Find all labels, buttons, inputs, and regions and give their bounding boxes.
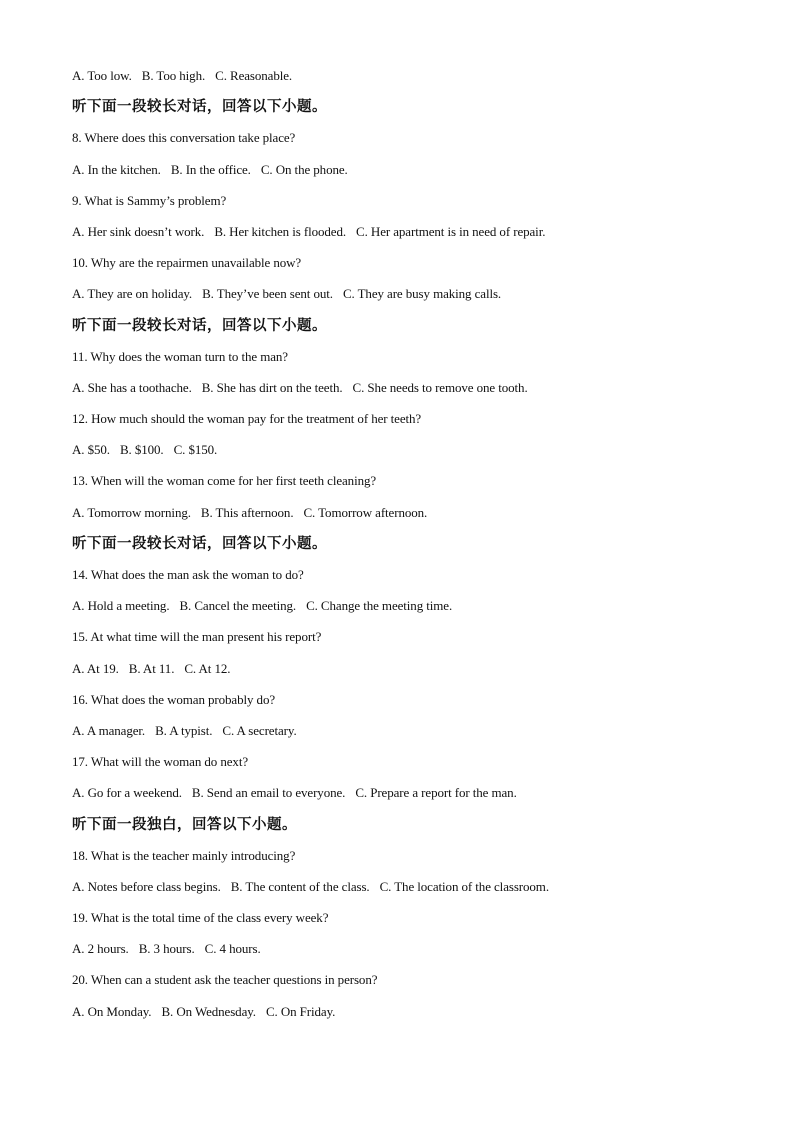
section-heading: 听下面一段较长对话，回答以下小题。	[72, 99, 327, 116]
section-heading: 听下面一段较长对话，回答以下小题。	[72, 535, 327, 552]
question-text: 16. What does the woman probably do?	[72, 691, 276, 707]
answer-option: A. They are on holiday.	[72, 286, 193, 302]
answer-options	[72, 438, 722, 469]
answer-option: C. Change the meeting time.	[306, 598, 453, 614]
answer-option: A. Hold a meeting.	[72, 598, 170, 614]
answer-option: C. On the phone.	[260, 161, 348, 177]
answer-option: A. In the kitchen.	[72, 161, 161, 177]
question-text: 8. Where does this conversation take place?	[72, 130, 296, 146]
answer-options	[72, 719, 722, 750]
answer-option: C. $150.	[173, 442, 218, 458]
answer-option: B. A typist.	[155, 722, 213, 738]
answer-option: A. $50.	[72, 442, 110, 458]
answer-options	[72, 1000, 722, 1031]
question-text: 15. At what time will the man present his report?	[72, 629, 322, 645]
question-text: 18. What is the teacher mainly introducing?	[72, 847, 296, 863]
answer-option: B. At 11.	[128, 660, 175, 676]
answer-options	[72, 875, 722, 906]
answer-option: B. They’ve been sent out.	[202, 286, 333, 302]
answer-option: C. The location of the classroom.	[379, 878, 549, 894]
question-text: 20. When can a student ask the teacher questions in person?	[72, 972, 378, 988]
answer-option: A. Too low.	[72, 68, 132, 83]
answer-options	[72, 220, 722, 251]
answer-options	[72, 501, 722, 532]
question-text: 13. When will the woman come for her first teeth cleaning?	[72, 473, 377, 489]
answer-option: C. Her apartment is in need of repair.	[356, 223, 546, 239]
answer-option: C. Tomorrow afternoon.	[303, 504, 428, 520]
section-heading: 听下面一段独白，回答以下小题。	[72, 816, 297, 833]
question-text: 14. What does the man ask the woman to do?	[72, 567, 304, 582]
answer-option: C. A secretary.	[222, 722, 297, 738]
answer-option: B. $100.	[119, 442, 164, 458]
answer-option: A. A manager.	[72, 722, 146, 738]
answer-option: C. On Friday.	[265, 1003, 336, 1019]
answer-option: A. 2 hours.	[72, 941, 129, 957]
answer-options	[72, 282, 722, 313]
answer-option: B. 3 hours.	[138, 941, 195, 957]
answer-option: C. Reasonable.	[215, 68, 293, 83]
question-text: 10. Why are the repairmen unavailable now?	[72, 255, 302, 271]
answer-option: A. Go for a weekend.	[72, 785, 182, 801]
question-list	[72, 64, 722, 1031]
answer-options	[72, 657, 722, 688]
answer-options	[72, 376, 722, 407]
answer-option: B. Too high.	[141, 68, 206, 83]
answer-option: B. Her kitchen is flooded.	[214, 223, 347, 239]
answer-option: B. She has dirt on the teeth.	[201, 379, 343, 395]
answer-option: B. On Wednesday.	[161, 1003, 256, 1019]
answer-option: A. She has a toothache.	[72, 379, 192, 395]
answer-option: C. Prepare a report for the man.	[355, 785, 517, 801]
answer-option: B. Cancel the meeting.	[179, 598, 297, 614]
answer-options	[72, 594, 722, 625]
answer-option: C. At 12.	[184, 660, 231, 676]
answer-options	[72, 158, 722, 189]
answer-option: C. 4 hours.	[204, 941, 261, 957]
answer-option: C. She needs to remove one tooth.	[352, 379, 528, 395]
answer-option: B. In the office.	[170, 161, 251, 177]
answer-option: A. At 19.	[72, 660, 119, 676]
answer-option: B. This afternoon.	[200, 504, 294, 520]
answer-option: B. The content of the class.	[230, 878, 370, 894]
answer-options	[72, 781, 722, 812]
answer-option: A. Her sink doesn’t work.	[72, 223, 205, 239]
answer-option: A. On Monday.	[72, 1003, 152, 1019]
answer-options	[72, 64, 722, 95]
question-text: 17. What will the woman do next?	[72, 754, 248, 770]
answer-option: A. Notes before class begins.	[72, 878, 221, 894]
question-text: 12. How much should the woman pay for the treatment of her teeth?	[72, 411, 422, 427]
question-text: 9. What is Sammy’s problem?	[72, 192, 227, 208]
section-heading: 听下面一段较长对话，回答以下小题。	[72, 317, 327, 334]
answer-option: B. Send an email to everyone.	[191, 785, 346, 801]
question-text: 19. What is the total time of the class every week?	[72, 910, 329, 926]
answer-option: A. Tomorrow morning.	[72, 504, 191, 520]
document-page	[72, 64, 722, 1031]
question-text: 11. Why does the woman turn to the man?	[72, 348, 288, 364]
answer-options	[72, 937, 722, 968]
answer-option: C. They are busy making calls.	[342, 286, 502, 302]
